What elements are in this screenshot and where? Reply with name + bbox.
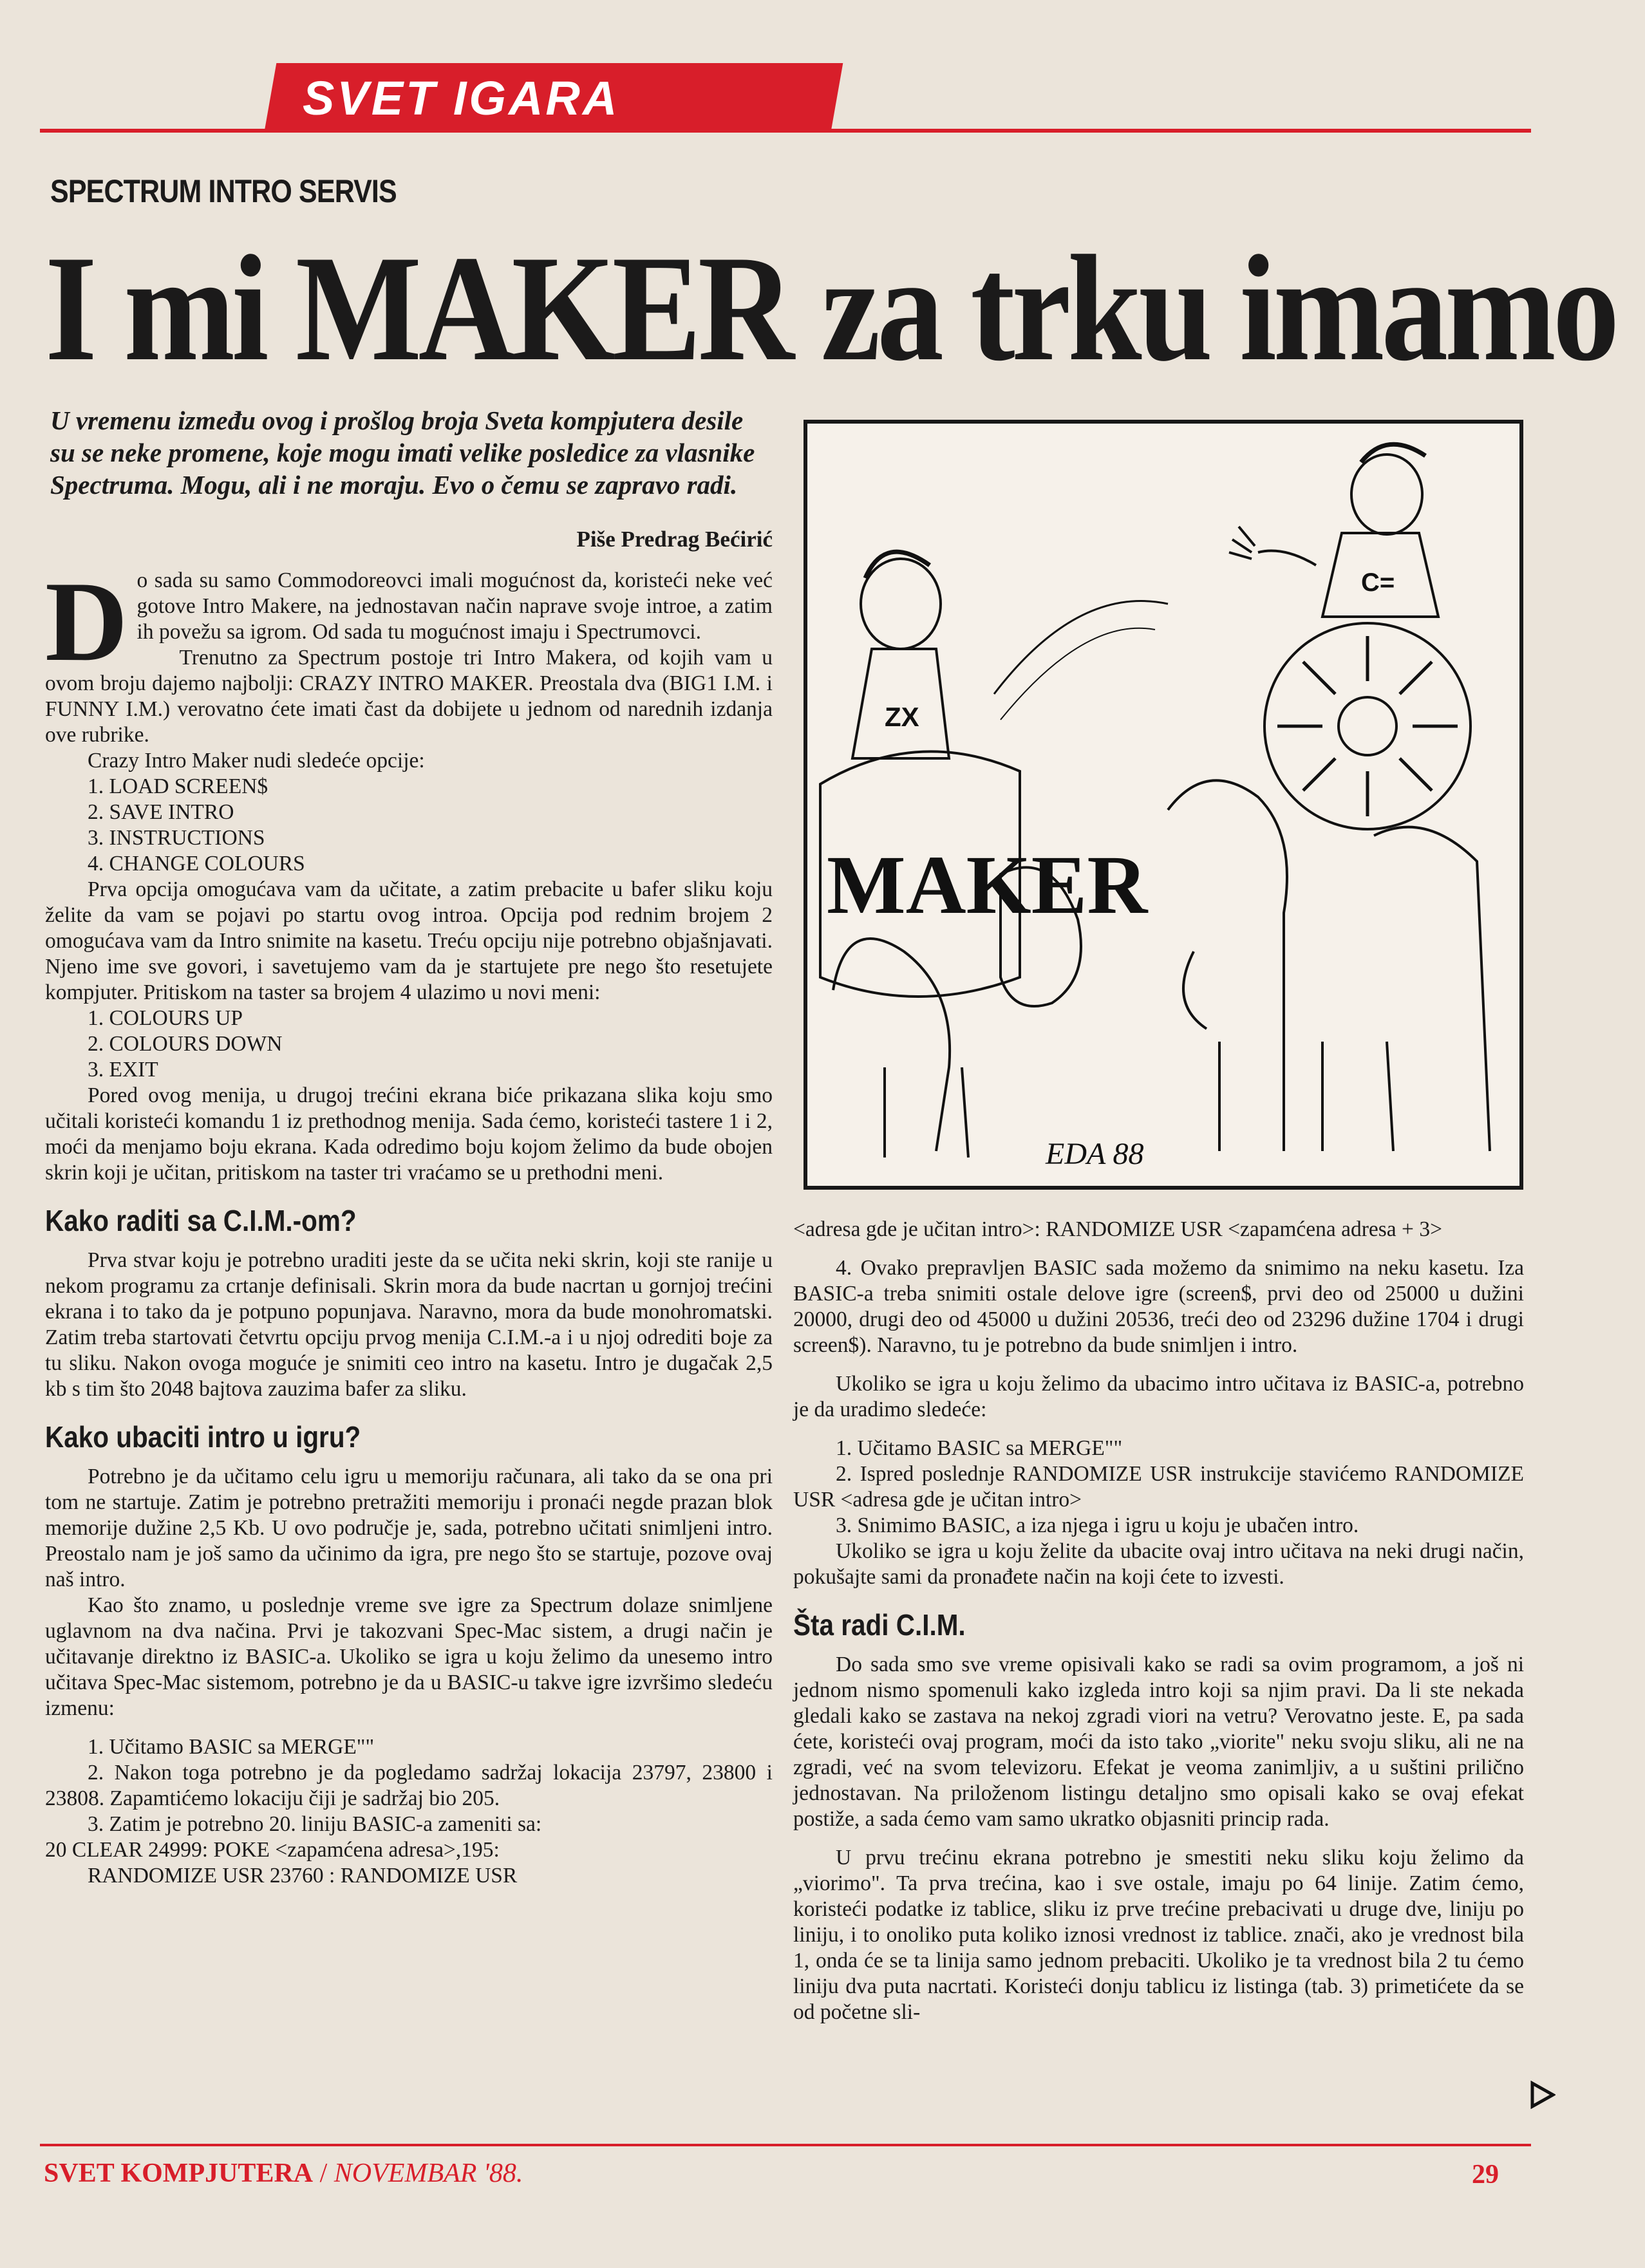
code-line: 20 CLEAR 24999: POKE <zapamćena adresa>,195: [45,1838,500,1862]
list-item: 2. COLOURS DOWN [88,1032,283,1056]
list-item: 1. LOAD SCREEN$ [88,774,268,798]
list-item: 1. COLOURS UP [88,1006,243,1030]
footer-publication [44,2158,523,2189]
list-item: 3. INSTRUCTIONS [88,826,265,850]
article-body-right [793,1217,1524,2025]
right-horse-left [1168,780,1287,1151]
byline: Piše Predrag Bećirić [576,527,773,552]
paragraph: Ukoliko se igra u koju želimo da ubacimo intro učitava iz BASIC-a, potrebno je da uradimo sledeće: [793,1372,1524,1421]
intro-text: o sada su samo Commodoreovci imali mogućnost da, koristeći neke već gotove Intro Makere, na jednostavan način naprave svoje introe, a zatim ih povežu sa igrom. Od sada tu mogućnost imaju i Spectrumovci. [136,568,773,644]
left-rider-head [861,559,941,649]
lede: U vremenu između ovog i prošlog broja Sveta kompjutera desile su se neke promene, koje mogu imati velike posledice za vlasnike Spectruma. Mogu, ali i ne moraju. Evo o čemu se zapravo radi. [50,406,755,500]
article-body-left [45,558,773,1889]
right-rider-head [1351,455,1422,534]
list-item: 4. CHANGE COLOURS [88,852,305,876]
paragraph: Do sada smo sve vreme opisivali kako se radi sa ovim programom, a još ni jednom nismo spomenuli kako izgleda intro koji sa njim pravi. Da li ste nekada gledali kako se zastava na nekoj zgradi viori na vetru? Verovatno jeste. E, pa sada ćete, koristeći ovaj program, moći da isto tako „viorite" neku svoju sliku, ali ne na zgradi, već na svom televizoru. Efekat je veoma zanimljiv, a u suštini prilično jednostavan. Na priloženom listingu detaljno smo opisali kako se ovaj efekat postiže, a sada ćemo vam samo ukratko objasniti princip rada. [793,1653,1524,1831]
subheading: Kako ubaciti intro u igru? [45,1420,361,1454]
paragraph: Kao što znamo, u poslednje vreme sve igre za Spectrum dolaze snimljene uglavnom na dva načina. Prvi je takozvani Spec-Mac sistem, a drugi način je učitavanje direktno iz BASIC-a. Ukoliko se igra u koju želimo da unesemo intro učitava Spec-Mac sistemom, potrebno je da u BASIC-u takve igre izvršimo sledeću izmenu: [45,1593,773,1720]
list-item: 2. Nakon toga potrebno je da pogledamo sadržaj lokacija 23797, 23800 i 23808. Zapamtićemo lokaciju čiji je sadržaj bio 205. [45,1761,773,1810]
sun-center [1339,697,1396,755]
whip-line [1001,628,1155,720]
cartoon-drawing [807,424,1519,1186]
artist-signature: EDA 88 [1046,1137,1144,1171]
code-line: <adresa gde je učitan intro>: RANDOMIZE USR <zapamćena adresa + 3> [793,1217,1442,1241]
list-item: 2. Ispred poslednje RANDOMIZE USR instrukcije stavićemo RANDOMIZE USR <adresa gde je učitan intro> [793,1462,1524,1512]
shirt-label-right: C= [1361,568,1395,597]
list-item: 2. SAVE INTRO [88,800,234,824]
publication-name: SVET KOMPJUTERA [44,2159,314,2188]
list-item: 3. Snimimo BASIC, a iza njega i igru u koju je ubačen intro. [836,1514,1359,1537]
shirt-label-left: ZX [885,702,919,732]
page-number: 29 [1472,2160,1499,2189]
subheading: Šta radi C.I.M. [793,1608,966,1642]
whip-line [994,601,1168,695]
rubric-title: SVET IGARA [303,71,620,125]
intro-paragraph [45,558,773,685]
paragraph: 4. Ovako prepravljen BASIC sada možemo da snimimo na neku kasetu. Iza BASIC-a treba snimiti ostale delove igre (screen$, prvi deo od 25000 u dužini 20000, drugi deo od 45000 u dužini 20536, treći deo od 23296 dužine 1704 i drugi screen$). Naravno, tu je potrebno da bude snimljen i intro. [793,1256,1524,1357]
list-item: 3. EXIT [88,1058,158,1082]
barrel-label: MAKER [827,839,1148,932]
left-column [45,404,773,1889]
right-horse-legs [1219,1042,1393,1151]
header-rule [40,129,1531,133]
headline: I mi MAKER za trku imamo [45,225,1617,393]
paragraph: Prva stvar koju je potrebno uraditi jeste da se učita neki skrin, koji ste ranije u nekom programu za crtanje definisali. Skrin mora da bude nacrtan u gornjoj trećini ekrana i to tako da je potpuno popunjava. Naravno, mora da bude monohromatski. Zatim treba startovati četvrtu opciju prvog menija C.I.M.-a i u njoj odrediti boje za tu sliku. Nakon ovoga moguće je snimiti ceo intro na kasetu. Intro je dugačak 2,5 kb s tim što 2048 bajtova zauzima bafer za sliku. [45,1248,773,1401]
right-column [793,1217,1524,2025]
paragraph: Ukoliko se igra u koju želite da ubacite ovaj intro učitava na neki drugi način, pokušajte sami da pronađete način na koji ćete to izvesti. [793,1539,1524,1589]
right-horse-head [1183,951,1207,1029]
cartoon-illustration [804,420,1523,1190]
left-horse [833,939,950,1151]
right-rider-arm [1258,551,1316,566]
list-item: 1. Učitamo BASIC sa MERGE"" [88,1735,375,1759]
paragraph: Trenutno za Spectrum postoje tri Intro Makera, od kojih vam u ovom broju dajemo najbolji: CRAZY INTRO MAKER. Preostala dva (BIG1 I.M. i FUNNY I.M.) verovatno ćete imati čast da dobijete u jednom od narednih izdanja ove rubrike. [45,646,773,747]
paragraph: Potrebno je da učitamo celu igru u memoriju računara, ali tako da se ona pri tom ne startuje. Zatim je potrebno pretražiti memoriju i pronaći negde prazan blok memorije dužine 2,5 Kb. U ovo područje je, sada, potrebno učitati snimljeni intro. Preostalo nam je još samo da učinimo da igra, pre nego što se startuje, pozove ovaj naš intro. [45,1465,773,1591]
kicker: SPECTRUM INTRO SERVIS [50,173,397,209]
right-rider-hand [1229,527,1255,559]
footer-rule [40,2144,1531,2146]
list-item: 3. Zatim je potrebno 20. liniju BASIC-a zameniti sa: [88,1812,542,1836]
code-line: RANDOMIZE USR 23760 : RANDOMIZE USR [88,1864,518,1888]
list-item: 1. Učitamo BASIC sa MERGE"" [836,1436,1123,1460]
sun-rays [1277,636,1458,816]
subheading: Kako raditi sa C.I.M.-om? [45,1204,357,1237]
left-horse-legs [885,1067,968,1157]
paragraph: Crazy Intro Maker nudi sledeće opcije: [88,749,425,773]
paragraph: U prvu trećinu ekrana potrebno je smestiti neku sliku koju želimo da „viorimo". Ta prva trećina, kao i sve ostale, imaju po 64 linije. Zatim ćemo, koristeći podatke iz tablice, sliku iz prve trećine prebacivati u druge dve, liniju po liniju, i to onoliko puta koliko iznosi vrednost iz tablice. znači, ako je vrednost bila 1, onda će se ta linija samo jednom prebaciti. Ukoliko je ta vrednost bila 2 tu ćemo liniju dva puta nacrtati. Koristeći donju tablicu iz listinga (tab. 3) primetićete da se od početne sli- [793,1846,1524,2024]
footer-separator: / [313,2159,334,2188]
paragraph: Pored ovog menija, u drugoj trećini ekrana biće prikazana slika koju smo učitali koristeći komandu 1 iz prethodnog menija. Sada ćemo, koristeći tastere 1 i 2, moći da menjamo boju ekrana. Kada odredimo boju kojom želimo da bude obojen skrin koji je učitan, pritiskom na taster tri vraćamo se u prethodni meni. [45,1083,773,1185]
paragraph: Prva opcija omogućava vam da učitate, a zatim prebacite u bafer sliku koju želite da vam se pojavi po startu ovog introa. Opcija pod rednim brojem 2 omogućava vam da Intro snimite na kasetu. Treću opciju nije potrebno objašnjavati. Njeno ime sve govori, i savetujemo vam da je startujete pre nego što resetujete kompjuter. Pritiskom na taster sa brojem 4 ulazimo u novi meni: [45,877,773,1004]
drop-cap: D [45,558,128,685]
issue-date: NOVEMBAR '88. [334,2159,523,2188]
continue-arrow-icon [1530,2081,1556,2112]
